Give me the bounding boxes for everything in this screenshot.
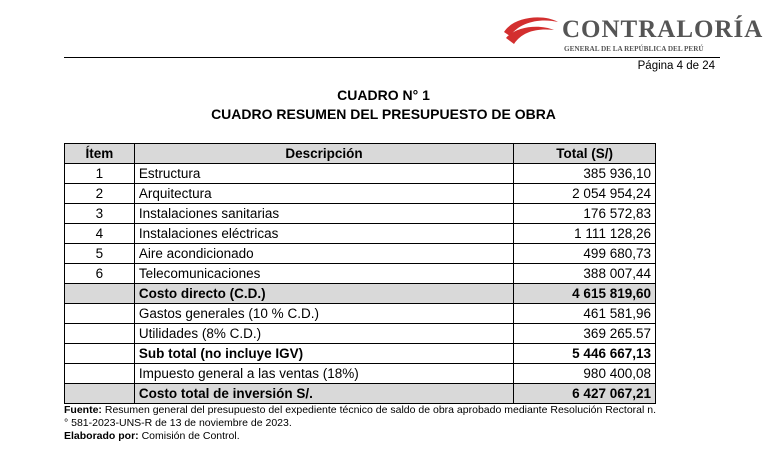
prepared-text: Comisión de Control. bbox=[141, 430, 240, 442]
row-item bbox=[65, 324, 135, 344]
row-item bbox=[65, 344, 135, 364]
row-item: 6 bbox=[65, 264, 135, 284]
row-description: Utilidades (8% C.D.) bbox=[134, 324, 513, 344]
row-total: 461 581,96 bbox=[514, 304, 656, 324]
row-total: 4 615 819,60 bbox=[514, 284, 656, 304]
row-total: 5 446 667,13 bbox=[514, 344, 656, 364]
table-row bbox=[65, 184, 656, 204]
row-total: 388 007,44 bbox=[514, 264, 656, 284]
title-line-1: CUADRO N° 1 bbox=[337, 87, 430, 103]
table-row bbox=[65, 204, 656, 224]
logo-swoosh-icon bbox=[500, 14, 560, 54]
row-total: 176 572,83 bbox=[514, 204, 656, 224]
row-description: Sub total (no incluye IGV) bbox=[134, 344, 513, 364]
row-description: Instalaciones eléctricas bbox=[134, 224, 513, 244]
budget-table bbox=[64, 143, 656, 404]
row-item bbox=[65, 384, 135, 404]
prepared-note bbox=[64, 430, 656, 443]
table-header-row bbox=[65, 144, 656, 164]
table-row bbox=[65, 264, 656, 284]
table-notes bbox=[64, 404, 656, 443]
table-row bbox=[65, 364, 656, 384]
row-item bbox=[65, 304, 135, 324]
document-title bbox=[0, 86, 767, 124]
row-description: Aire acondicionado bbox=[134, 244, 513, 264]
table-row bbox=[65, 164, 656, 184]
page-number: Página 4 de 24 bbox=[637, 60, 715, 72]
table-row bbox=[65, 324, 656, 344]
table-row bbox=[65, 244, 656, 264]
source-label: Fuente: bbox=[64, 404, 102, 416]
row-description: Instalaciones sanitarias bbox=[134, 204, 513, 224]
prepared-label: Elaborado por: bbox=[64, 430, 139, 442]
row-description: Arquitectura bbox=[134, 184, 513, 204]
row-item bbox=[65, 284, 135, 304]
table-row bbox=[65, 224, 656, 244]
header-description: Descripción bbox=[134, 144, 513, 164]
row-item: 4 bbox=[65, 224, 135, 244]
contraloria-logo bbox=[500, 12, 764, 56]
source-text: Resumen general del presupuesto del expediente técnico de saldo de obra aprobado mediante Resolución Rectoral n.° 581-2023-UNS-R de 13 de noviembre de 2023. bbox=[64, 404, 657, 429]
title-line-2: CUADRO RESUMEN DEL PRESUPUESTO DE OBRA bbox=[211, 106, 556, 122]
table-row bbox=[65, 304, 656, 324]
row-total: 499 680,73 bbox=[514, 244, 656, 264]
row-description: Costo total de inversión S/. bbox=[134, 384, 513, 404]
row-item: 2 bbox=[65, 184, 135, 204]
row-item: 1 bbox=[65, 164, 135, 184]
row-description: Telecomunicaciones bbox=[134, 264, 513, 284]
table-row-total-investment bbox=[65, 384, 656, 404]
row-description: Estructura bbox=[134, 164, 513, 184]
header-item: Ítem bbox=[65, 144, 135, 164]
row-item bbox=[65, 364, 135, 384]
logo-title: CONTRALORÍA bbox=[562, 16, 764, 43]
row-description: Impuesto general a las ventas (18%) bbox=[134, 364, 513, 384]
header-total: Total (S/) bbox=[514, 144, 656, 164]
source-note bbox=[64, 404, 656, 430]
row-item: 5 bbox=[65, 244, 135, 264]
header-rule bbox=[64, 57, 720, 58]
row-total: 369 265.57 bbox=[514, 324, 656, 344]
row-description: Costo directo (C.D.) bbox=[134, 284, 513, 304]
row-total: 980 400,08 bbox=[514, 364, 656, 384]
row-item: 3 bbox=[65, 204, 135, 224]
table-row-direct-cost bbox=[65, 284, 656, 304]
row-total: 6 427 067,21 bbox=[514, 384, 656, 404]
row-description: Gastos generales (10 % C.D.) bbox=[134, 304, 513, 324]
table-row-subtotal bbox=[65, 344, 656, 364]
row-total: 1 111 128,26 bbox=[514, 224, 656, 244]
logo-subtitle: GENERAL DE LA REPÚBLICA DEL PERÚ bbox=[564, 45, 704, 53]
row-total: 385 936,10 bbox=[514, 164, 656, 184]
row-total: 2 054 954,24 bbox=[514, 184, 656, 204]
